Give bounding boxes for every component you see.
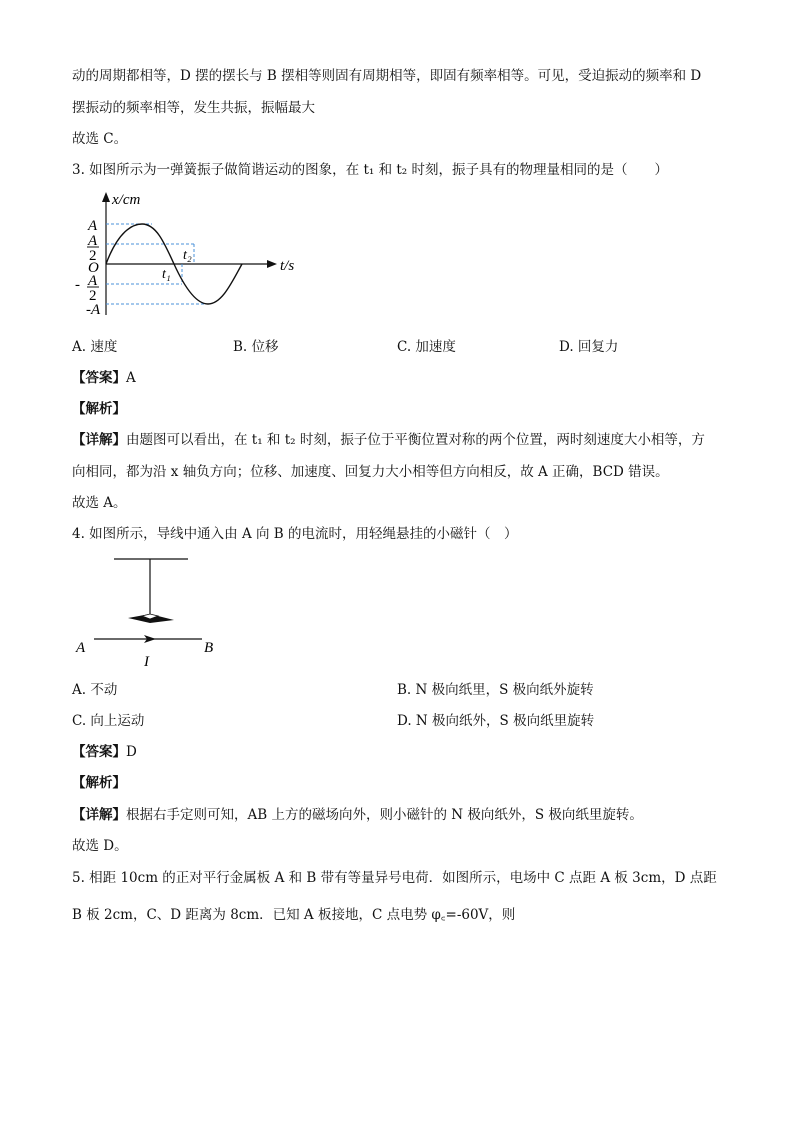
q3-y-label: x/cm [112, 192, 141, 208]
q4-stem: 4. 如图所示，导线中通入由 A 向 B 的电流时，用轻绳悬挂的小磁针（ ） [72, 526, 518, 542]
q4-answer-line [72, 742, 137, 762]
intro-line-1: 动的周期都相等，D 摆的摆长与 B 摆相等则固有周期相等，即固有频率相等。可见，受迫振动的频率和 D [72, 68, 702, 84]
q3-answer-line [72, 368, 136, 388]
q4-label-I: I [144, 654, 149, 667]
q3-detail-tag: 【详解】 [72, 432, 126, 448]
q3-y-arrow [102, 192, 110, 202]
q3-label-t1: t₁ [162, 267, 171, 282]
q4-detail-line [72, 805, 643, 825]
q3-tick-neg-prefix: - [75, 277, 80, 293]
q4-wire-magnet-figure [72, 552, 232, 667]
q3-tick-A-half-den: 2 [89, 248, 97, 264]
q3-tick-A: A [88, 218, 98, 234]
q4-label-B: B [204, 640, 214, 656]
q3-x-arrow [267, 260, 277, 268]
q4-label-A: A [76, 640, 86, 656]
q3-shm-graph [72, 190, 312, 320]
q3-answer: A [126, 370, 136, 386]
q4-option-a: A. 不动 [72, 682, 118, 698]
q3-detail-line-2: 向相同，都为沿 x 轴负方向；位移、加速度、回复力大小相等但方向相反，故 A 正确，BCD 错误。 [72, 464, 669, 480]
q5-line-2: B 板 2cm，C、D 距离为 8cm．已知 A 板接地，C 点电势 φ꜀=-60V，则 [72, 907, 516, 923]
q4-option-d: D. N 极向纸外，S 极向纸里旋转 [397, 713, 595, 729]
q3-x-label: t/s [280, 258, 295, 274]
q3-analysis-tag: 【解析】 [72, 401, 126, 417]
q4-conclusion: 故选 D。 [72, 838, 128, 854]
q4-option-c: C. 向上运动 [72, 713, 145, 729]
q4-option-b: B. N 极向纸里，S 极向纸外旋转 [397, 682, 594, 698]
q3-stem: 3. 如图所示为一弹簧振子做简谐运动的图象，在 t₁ 和 t₂ 时刻，振子具有的物理量相同的是（ ） [72, 162, 669, 178]
q3-tick-neg-A: -A [86, 302, 101, 318]
q5-line-1: 5. 相距 10cm 的正对平行金属板 A 和 B 带有等量异号电荷．如图所示，电场中 C 点距 A 板 3cm，D 点距 [72, 870, 717, 886]
q3-tick-A-half-num: A [88, 233, 98, 249]
q4-answer-tag: 【答案】 [72, 744, 126, 760]
q3-option-d: D. 回复力 [559, 339, 619, 355]
q3-tick-neg-A-half-num: A [88, 273, 98, 289]
q3-option-a: A. 速度 [72, 339, 118, 355]
q3-detail-text-1: 由题图可以看出，在 t₁ 和 t₂ 时刻，振子位于平衡位置对称的两个位置，两时刻速度大小相等，方 [126, 432, 705, 448]
q3-option-c: C. 加速度 [397, 339, 456, 355]
q3-label-t2: t₂ [183, 248, 192, 263]
q3-tick-neg-A-half-den: 2 [89, 288, 97, 304]
q3-option-b: B. 位移 [233, 339, 279, 355]
q4-detail-text: 根据右手定则可知，AB 上方的磁场向外，则小磁针的 N 极向纸外，S 极向纸里旋转。 [126, 807, 643, 823]
q3-detail-line-1 [72, 430, 705, 450]
intro-conclusion: 故选 C。 [72, 131, 128, 147]
q3-conclusion: 故选 A。 [72, 495, 127, 511]
q3-origin: O [88, 260, 99, 276]
intro-line-2: 摆振动的频率相等，发生共振，振幅最大 [72, 100, 315, 116]
q3-answer-tag: 【答案】 [72, 370, 126, 386]
q4-answer: D [126, 744, 137, 760]
q4-detail-tag: 【详解】 [72, 807, 126, 823]
q4-analysis-tag: 【解析】 [72, 775, 126, 791]
